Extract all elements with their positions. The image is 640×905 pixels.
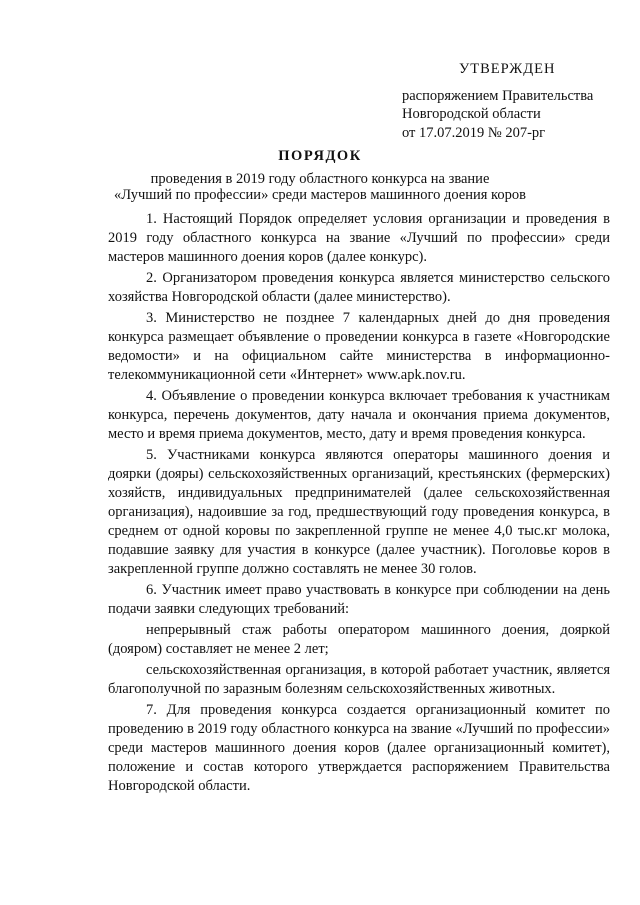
paragraph: 1. Настоящий Порядок определяет условия организации и проведения в 2019 году областного конкурса на звание «Лучший по профессии» среди мастеров машинного доения коров (далее конкурс). (108, 211, 610, 265)
paragraph: 6. Участник имеет право участвовать в конкурсе при соблюдении на день подачи заявки следующих требований: (108, 582, 610, 617)
approval-line: от 17.07.2019 № 207-рг (402, 124, 546, 141)
title-subtitle: проведения в 2019 году областного конкурса на звание (150, 171, 490, 187)
title-subtitle: «Лучший по профессии» среди мастеров машинного доения коров (114, 187, 526, 203)
paragraph: 5. Участниками конкурса являются операторы машинного доения и доярки (дояры) сельскохозяйственных организаций, крестьянских (фермерских) хозяйств, индивидуальных предпринимателей (далее сельскохозяйственная организация), надоившие за год, предшествующий году проведения конкурса, в среднем от одной коровы по закрепленной группе не менее 4,0 тыс.кг молока, подавшие заявку для участия в конкурсе (далее участник). Поголовье коров в закрепленной группе должно составлять не менее 30 голов. (108, 447, 610, 577)
paragraph: 7. Для проведения конкурса создается организационный комитет по проведению в 2019 году областного конкурса на звание «Лучший по профессии» среди мастеров машинного доения коров (далее организационный комитет), положение и состав которого утверждается распоряжением Правительства Новгородской области. (108, 702, 610, 794)
approval-line: распоряжением Правительства (402, 87, 594, 104)
paragraph: непрерывный стаж работы оператором машинного доения, дояркой (дояром) составляет не менее 2 лет; (108, 622, 610, 657)
document-body (108, 210, 610, 798)
title-main: ПОРЯДОК (278, 148, 362, 164)
approval-line: Новгородской области (402, 106, 541, 122)
paragraph: 4. Объявление о проведении конкурса включает требования к участникам конкурса, перечень документов, дату начала и окончания приема документов, место и время приема документов, место, дату и время проведения конкурса. (108, 388, 610, 442)
paragraph: 2. Организатором проведения конкурса является министерство сельского хозяйства Новгородской области (далее министерство). (108, 270, 610, 305)
document-title (0, 148, 640, 203)
paragraph: сельскохозяйственная организация, в которой работает участник, является благополучной по заразным болезням сельскохозяйственных животных. (108, 662, 610, 697)
paragraph: 3. Министерство не позднее 7 календарных дней до дня проведения конкурса размещает объявление о проведении конкурса в газете «Новгородские ведомости» и на официальном сайте министерства в информационно-телекоммуникационной сети «Интернет» www.apk.nov.ru. (108, 310, 610, 383)
approval-block (402, 60, 593, 142)
approval-heading: УТВЕРЖДЕН (459, 61, 556, 77)
